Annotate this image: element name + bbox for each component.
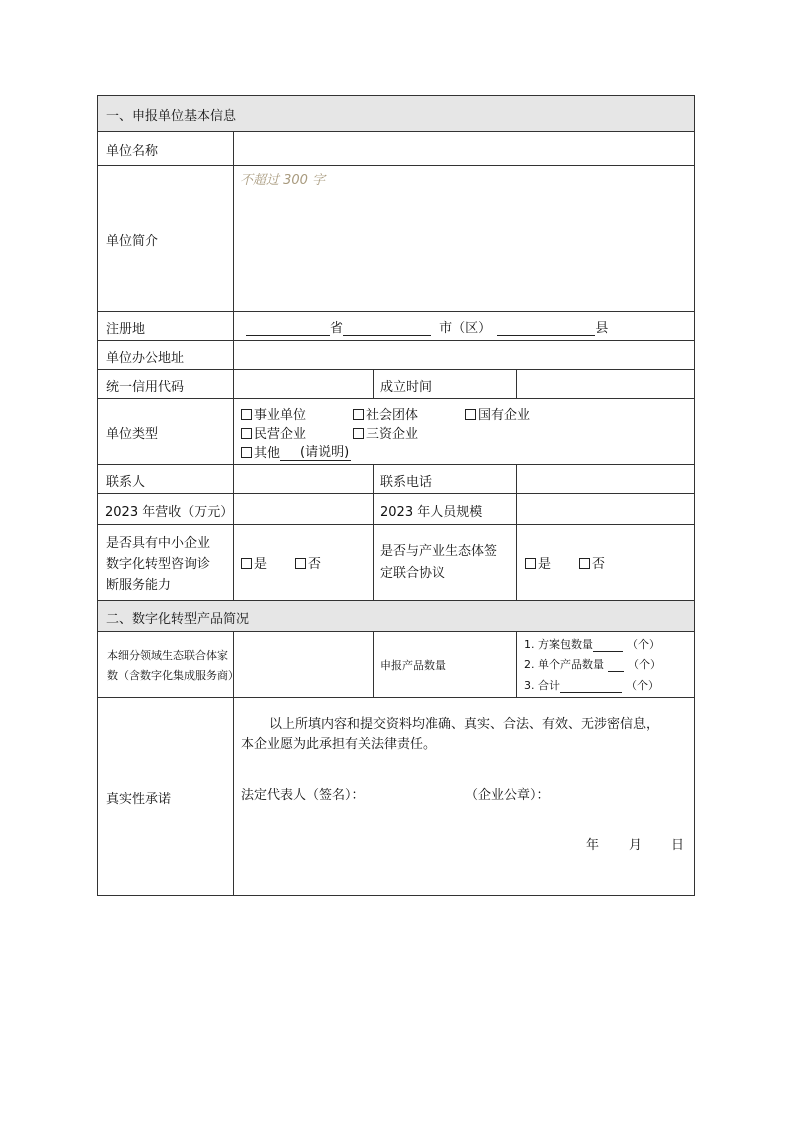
legal-rep-signature[interactable]: 法定代表人（签名）： (241, 788, 365, 803)
agreement-label: 是否与产业生态体签 定联合协议 (380, 544, 498, 581)
contact-label: 联系人 (106, 475, 146, 490)
agreement-yes[interactable]: 是 (525, 553, 551, 572)
intro-label-cell (97, 165, 234, 312)
item-package-count: 1. 方案包数量 （个） (524, 638, 660, 651)
pledge-line1: 以上所填内容和提交资料均准确、真实、合法、有效、无涉密信息， (269, 717, 660, 732)
phone-label-cell (373, 464, 517, 494)
type-label-cell (97, 398, 234, 465)
section1-header (97, 95, 695, 132)
staff-label: 2023 年人员规模 (380, 505, 483, 520)
city-blank[interactable] (343, 320, 431, 336)
staff-label-cell (373, 493, 517, 525)
founded-label-cell (373, 369, 517, 399)
county-blank[interactable] (497, 320, 595, 336)
capability-label: 是否具有中小企业 数字化转型咨询诊 断服务能力 (106, 536, 211, 593)
office-field[interactable] (233, 340, 695, 370)
section2-header (97, 600, 695, 632)
unit-name-label: 单位名称 (106, 144, 159, 159)
type-option-foreign[interactable]: 三资企业 (353, 423, 418, 442)
total-blank[interactable] (560, 681, 622, 693)
pledge-body (233, 697, 695, 896)
staff-field[interactable] (516, 493, 695, 525)
pledge-label: 真实性承诺 (106, 792, 172, 807)
unit-name-label-cell (97, 131, 234, 166)
partners-label-cell (97, 631, 239, 698)
agreement-options (516, 524, 695, 601)
province-blank[interactable] (246, 320, 330, 336)
agreement-label-cell (373, 524, 517, 601)
reg-label-cell (97, 311, 234, 341)
province-label: 省 (330, 321, 344, 336)
type-label: 单位类型 (106, 427, 159, 442)
reg-address-line (246, 317, 608, 336)
phone-label: 联系电话 (380, 475, 433, 490)
unit-name-field[interactable] (233, 131, 695, 166)
checkbox[interactable] (241, 409, 252, 420)
package-count-blank[interactable] (593, 640, 623, 652)
pledge-line2: 本企业愿为此承担有关法律责任。 (241, 737, 437, 752)
checkbox[interactable] (353, 409, 364, 420)
checkbox[interactable] (525, 558, 536, 569)
agreement-no[interactable]: 否 (579, 553, 605, 572)
item-total: 3. 合计 （个） (524, 679, 659, 692)
checkbox[interactable] (241, 558, 252, 569)
type-option-private[interactable]: 民营企业 (241, 423, 306, 442)
founded-field[interactable] (516, 369, 695, 399)
application-form (98, 96, 696, 897)
products-label: 申报产品数量 (380, 659, 446, 672)
credit-label: 统一信用代码 (106, 380, 185, 395)
partners-label: 本细分领域生态联合体家 数（含数字化集成服务商） (107, 649, 239, 682)
type-option-public-institution[interactable]: 事业单位 (241, 404, 306, 423)
other-explain-blank[interactable]: (请说明) (280, 441, 351, 461)
office-label-cell (97, 340, 234, 370)
capability-yes[interactable]: 是 (241, 553, 267, 572)
type-options (233, 398, 695, 465)
intro-field[interactable] (233, 165, 695, 312)
section2-title: 二、数字化转型产品简况 (106, 612, 250, 627)
products-label-cell (373, 631, 517, 698)
date-year: 年 (586, 838, 600, 853)
contact-field[interactable] (233, 464, 374, 494)
credit-field[interactable] (233, 369, 374, 399)
county-label: 县 (595, 321, 609, 336)
checkbox[interactable] (241, 447, 252, 458)
checkbox[interactable] (241, 428, 252, 439)
contact-label-cell (97, 464, 234, 494)
phone-field[interactable] (516, 464, 695, 494)
revenue-label: 2023 年营收（万元） (105, 505, 234, 520)
credit-label-cell (97, 369, 234, 399)
checkbox[interactable] (579, 558, 590, 569)
founded-label: 成立时间 (380, 380, 433, 395)
capability-no[interactable]: 否 (295, 553, 321, 572)
revenue-field[interactable] (233, 493, 374, 525)
company-seal[interactable]: （企业公章）： (465, 788, 550, 803)
city-label: 市（区） (439, 321, 492, 336)
checkbox[interactable] (465, 409, 476, 420)
item-single-product-count: 2. 单个产品数量 （个） (524, 658, 661, 671)
checkbox[interactable] (295, 558, 306, 569)
capability-label-cell (97, 524, 234, 601)
type-option-social-org[interactable]: 社会团体 (353, 404, 418, 423)
revenue-label-cell (97, 493, 234, 525)
pledge-label-cell (97, 697, 234, 896)
date-day: 日 (671, 838, 685, 853)
products-breakdown (516, 631, 695, 698)
type-option-state-owned[interactable]: 国有企业 (465, 404, 530, 423)
intro-placeholder: 不超过 300 字 (240, 173, 326, 188)
reg-label: 注册地 (106, 322, 146, 337)
single-count-blank[interactable] (608, 660, 624, 672)
capability-options (233, 524, 374, 601)
checkbox[interactable] (353, 428, 364, 439)
intro-label: 单位简介 (106, 234, 159, 249)
section1-title: 一、申报单位基本信息 (106, 109, 237, 124)
type-option-other[interactable]: 其他 (请说明) (241, 441, 351, 461)
date-month: 月 (629, 838, 643, 853)
office-label: 单位办公地址 (106, 351, 185, 366)
partners-field[interactable] (233, 631, 374, 698)
reg-field (233, 311, 695, 341)
